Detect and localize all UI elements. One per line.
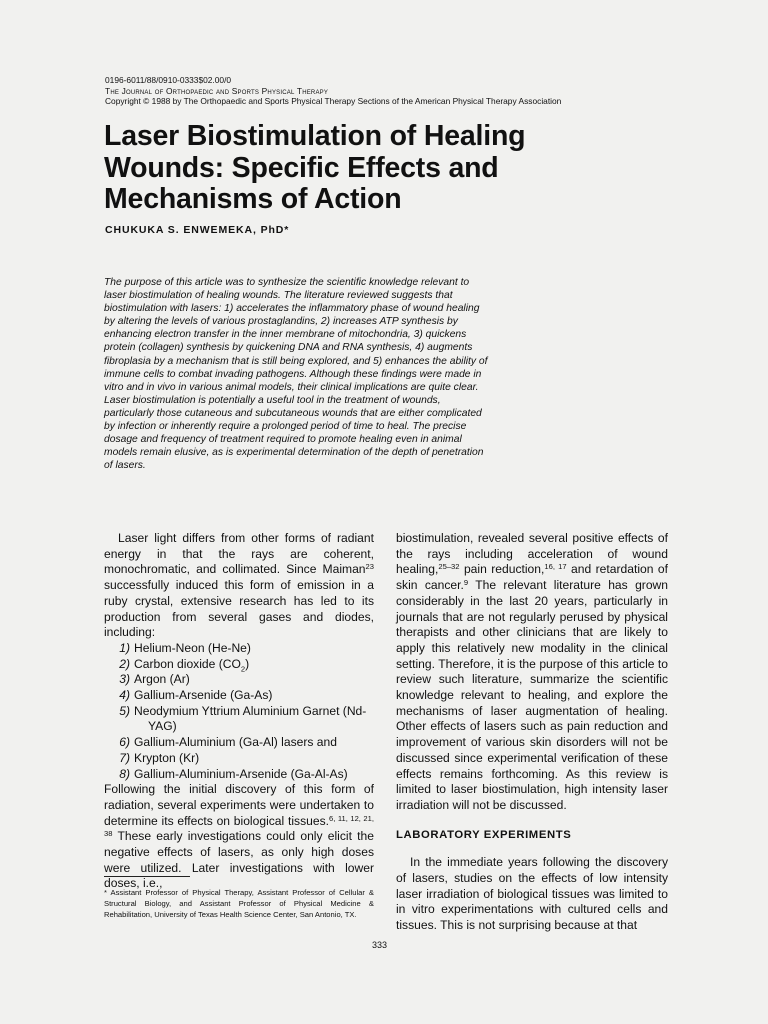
article-title: Laser Biostimulation of Healing Wounds: Specific Effects and Mechanisms of Action: [104, 120, 526, 215]
journal-name: The Journal of Orthopaedic and Sports Physical Therapy: [105, 85, 329, 96]
abstract: The purpose of this article was to synthesize the scientific knowledge relevant to laser biostimulation of healing wounds. The literature reviewed suggests that biostimulation with lasers: 1) accelerates the inflammatory phase of wound healing by altering the levels of various prostaglandins, 2) increases ATP synthesis by enhancing electron transfer in the inner membrane of mitochondria, 3) quickens protein (collagen) synthesis by quickening DNA and RNA synthesis, 4) augments fibroplasia by a mechanism that is still being explored, and 5) enhances the ability of immune cells to combat invading pathogens. Although these findings were made in vitro and in vivo in various animal models, their clinical implications are quite clear. Laser biostimulation is potentially a useful tool in the treatment of wounds, particularly those cutaneous and subcutaneous wounds that are either complicated by infection or inherently require a prolonged period of time to heal. The precise dosage and frequency of treatment required to promote healing even in animal models remain elusive, as is experimental determination of the depth of penetration of lasers.: [104, 277, 488, 472]
citation: 6, 11, 12, 21, 38: [104, 813, 374, 839]
section-heading: LABORATORY EXPERIMENTS: [396, 828, 572, 841]
list-item: 2) Carbon dioxide $(CO_2)$: [119, 656, 250, 674]
body-paragraph: biostimulation, revealed several positive effects of the rays including acceleration of wound healing,$^{25-32}$ pain reduction,$^{16, 17}$ and retardation of skin cancer.$^9$ The relevant literature has grown considerably in the last 20 years, particularly in journals that are not regularly perused by physical therapists and other clinicians that are likely to apply this relatively new modality in the clinical setting. Therefore, it is the purpose of this article to review such literature, summarize the scientific knowledge relevant to healing, and explore the mechanisms of laser augmentation of healing. Other effects of lasers such as pain reduction and improvement of various skin disorders will not be discussed since experimental verification of these effects remains forthcoming. As this review is limited to laser biostimulation, high intensity laser irradiation will not be discussed.: [396, 531, 669, 812]
author-footnote: * Assistant Professor of Physical Therapy, Assistant Professor of Cellular & Structural Biology, and Assistant Professor of Physical Medicine & Rehabilitation, University of Texas Health Science Center, San Antonio, TX.: [104, 888, 374, 919]
journal-header: [105, 75, 565, 107]
list-item: 4) Gallium-Arsenide (Ga-As): [119, 688, 273, 703]
laser-types-list: [104, 641, 374, 782]
page-number: 333: [372, 940, 388, 950]
citation: 25–32: [438, 562, 460, 572]
citation: 16, 17: [544, 562, 567, 572]
list-item: 3) Argon (Ar): [119, 672, 190, 687]
list-item: 7) Krypton (Kr): [119, 750, 200, 765]
list-item: 1) Helium-Neon (He-Ne): [119, 640, 251, 655]
intro-paragraph: Laser light differs from other forms of radiant energy in that the rays are coherent, monochromatic, and collimated. Since Maiman$^{23}$ successfully induced this form of emission in a ruby crystal, extensive research has led to its production from several gases and diodes, including:: [104, 531, 374, 640]
list-item: 5) Neodymium Yttrium Aluminium Garnet (Nd- YAG): [119, 703, 367, 734]
list-item: 6) Gallium-Aluminium (Ga-Al) lasers and: [119, 735, 337, 750]
copyright-line: Copyright © 1988 by The Orthopaedic and Sports Physical Therapy Sections of the American Physical Therapy Association: [105, 96, 562, 107]
citation: 23: [365, 562, 374, 572]
list-item: 8) Gallium-Aluminium-Arsenide (Ga-Al-As): [119, 766, 348, 781]
right-column: [396, 531, 668, 934]
left-column: [104, 531, 374, 892]
footnote-divider: [104, 876, 190, 877]
body-paragraph: Following the initial discovery of this form of radiation, several experiments were undertaken to determine its effects on biological tissues.$^{6, 11, 12, 21, 38}$ These early investigations could only elicit the negative effects of lasers, as only high doses were utilized. Later investigations with lower doses, i.e.,: [104, 782, 374, 891]
body-paragraph: In the immediate years following the discovery of lasers, studies on the effects of low intensity laser irradiation of biological tissues was limited to in vitro experimentations with cultured cells and tissues. This is not surprising because at that: [396, 855, 668, 933]
citation: 9: [463, 578, 469, 588]
issn-line: 0196-6011/88/0910-0333$02.00/0: [105, 75, 232, 85]
author-line: CHUKUKA S. ENWEMEKA, PhD*: [105, 224, 290, 236]
